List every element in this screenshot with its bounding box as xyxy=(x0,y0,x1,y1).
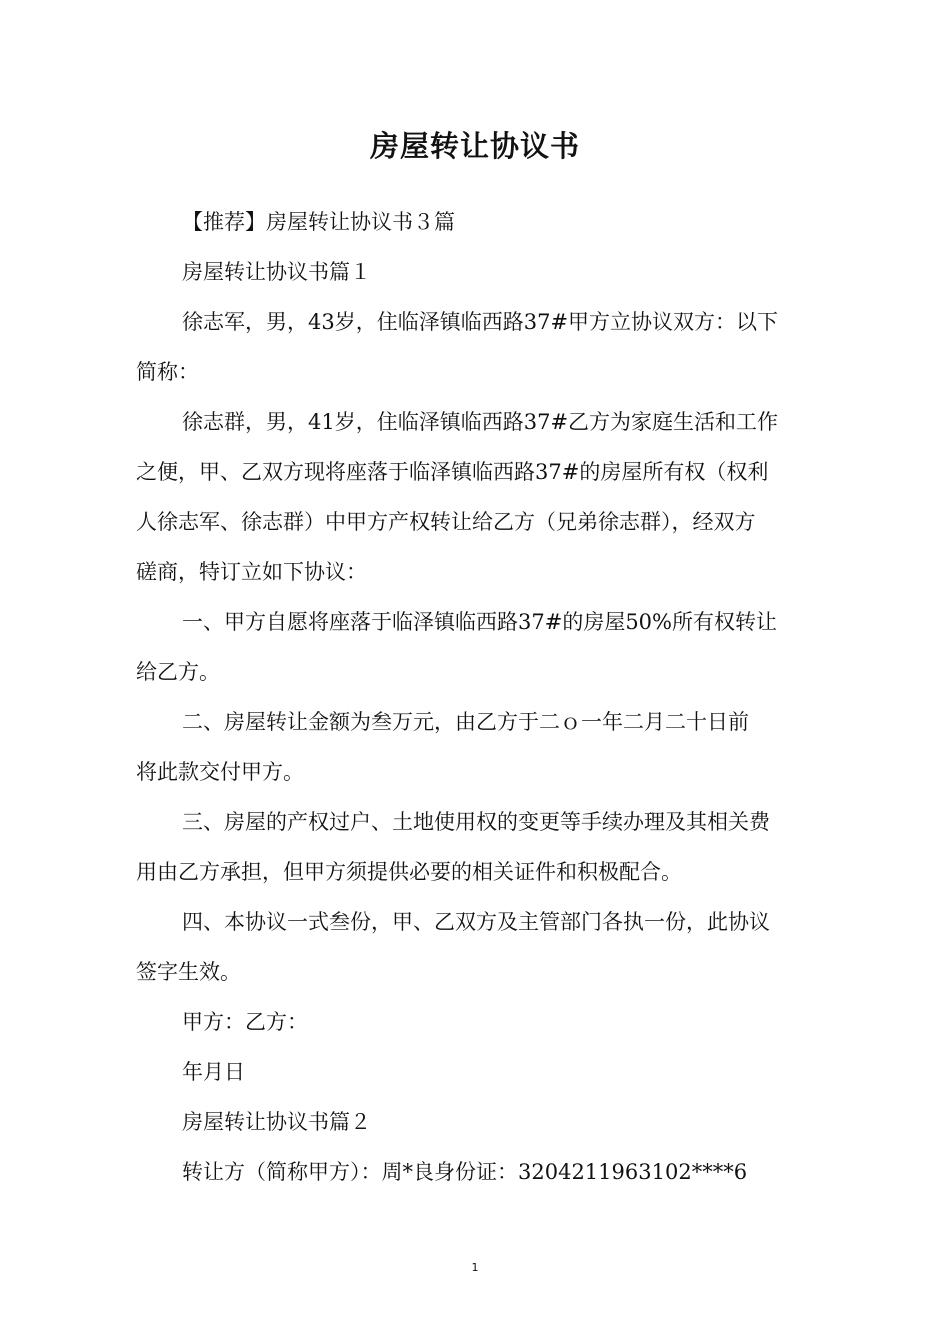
text-line: 将此款交付甲方。 xyxy=(136,760,304,784)
text-line: 四、本协议一式叁份，甲、乙双方及主管部门各执一份，此协议 xyxy=(182,910,770,934)
text-line: 三、房屋的产权过户、土地使用权的变更等手续办理及其相关费 xyxy=(182,810,770,834)
text-line: 磋商，特订立如下协议： xyxy=(136,560,367,584)
text-line: 一、甲方自愿将座落于临泽镇临西路37#的房屋50%所有权转让 xyxy=(182,610,777,634)
text-line: 二、房屋转让金额为叁万元，由乙方于二ｏ一年二月二十日前 xyxy=(182,710,749,734)
text-line: 人徐志军、徐志群）中甲方产权转让给乙方（兄弟徐志群），经双方 xyxy=(136,510,756,534)
text-line: 简称： xyxy=(136,360,199,384)
text-line: 用由乙方承担，但甲方须提供必要的相关证件和积极配合。 xyxy=(136,860,682,884)
text-line: 给乙方。 xyxy=(136,660,220,684)
text-line: 年月日 xyxy=(182,1060,245,1084)
text-line: 转让方（简称甲方）：周*良身份证：3204211963102****6 xyxy=(182,1160,748,1184)
document-body xyxy=(136,197,808,1197)
text-line: 房屋转让协议书篇２ xyxy=(182,1110,371,1134)
text-line: 签字生效。 xyxy=(136,960,241,984)
text-line: 徐志军，男，43岁，住临泽镇临西路37#甲方立协议双方：以下 xyxy=(182,310,779,334)
text-line: 之便，甲、乙双方现将座落于临泽镇临西路37#的房屋所有权（权利 xyxy=(136,460,769,484)
document-title: 房屋转让协议书 xyxy=(369,129,580,163)
text-line: 房屋转让协议书篇１ xyxy=(182,260,371,284)
text-line: 徐志群，男，41岁，住临泽镇临西路37#乙方为家庭生活和工作 xyxy=(182,410,779,434)
page-number: 1 xyxy=(471,1261,479,1274)
text-line: 甲方：乙方： xyxy=(182,1010,308,1034)
text-line: 【推荐】房屋转让协议书３篇 xyxy=(182,210,455,234)
